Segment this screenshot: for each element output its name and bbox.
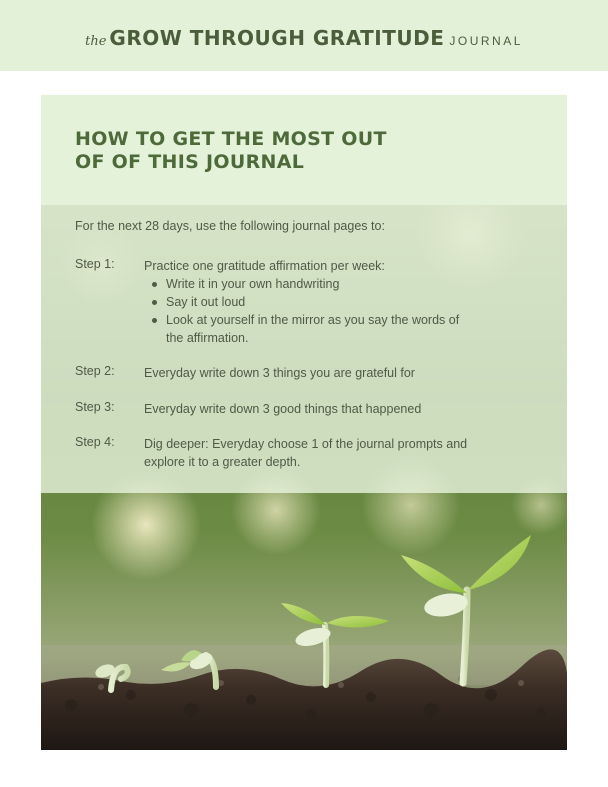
- bullet-dot-icon: [152, 282, 157, 287]
- list-item: [144, 293, 474, 311]
- step-label: Step 1:: [75, 257, 115, 271]
- step-text: Everyday write down 3 things you are grateful for: [144, 366, 415, 380]
- step-label: Step 3:: [75, 400, 115, 414]
- bullet-dot-icon: [152, 300, 157, 305]
- list-item: [144, 275, 474, 293]
- brand-the: the: [85, 34, 107, 49]
- title-area: [41, 95, 567, 205]
- bullet-dot-icon: [152, 318, 157, 323]
- instruction-card: [41, 95, 567, 750]
- bullet-text: Look at yourself in the mirror as you say the words of the affirmation.: [166, 313, 460, 345]
- step-text: Practice one gratitude affirmation per week:: [144, 259, 385, 273]
- page-title-line-2: OF OF THIS JOURNAL: [75, 151, 305, 173]
- list-item: [144, 311, 474, 347]
- page-title: [75, 128, 515, 174]
- bullet-text: Say it out loud: [166, 295, 246, 309]
- journal-brand-title: [0, 0, 608, 71]
- bullet-text: Write it in your own handwriting: [166, 277, 340, 291]
- step-label: Step 4:: [75, 435, 115, 449]
- brand-main-title: GROW THROUGH GRATITUDE: [109, 26, 445, 50]
- bullet-list: [144, 275, 474, 347]
- brand-journal: JOURNAL: [449, 34, 523, 48]
- step-label: Step 2:: [75, 364, 115, 378]
- step-text: Everyday write down 3 good things that happened: [144, 402, 422, 416]
- page-title-line-1: HOW TO GET THE MOST OUT: [75, 128, 387, 150]
- intro-text: For the next 28 days, use the following journal pages to:: [75, 219, 385, 233]
- step-body: [144, 257, 474, 347]
- step-text: Dig deeper: Everyday choose 1 of the journal prompts and explore it to a greater depth.: [144, 437, 468, 469]
